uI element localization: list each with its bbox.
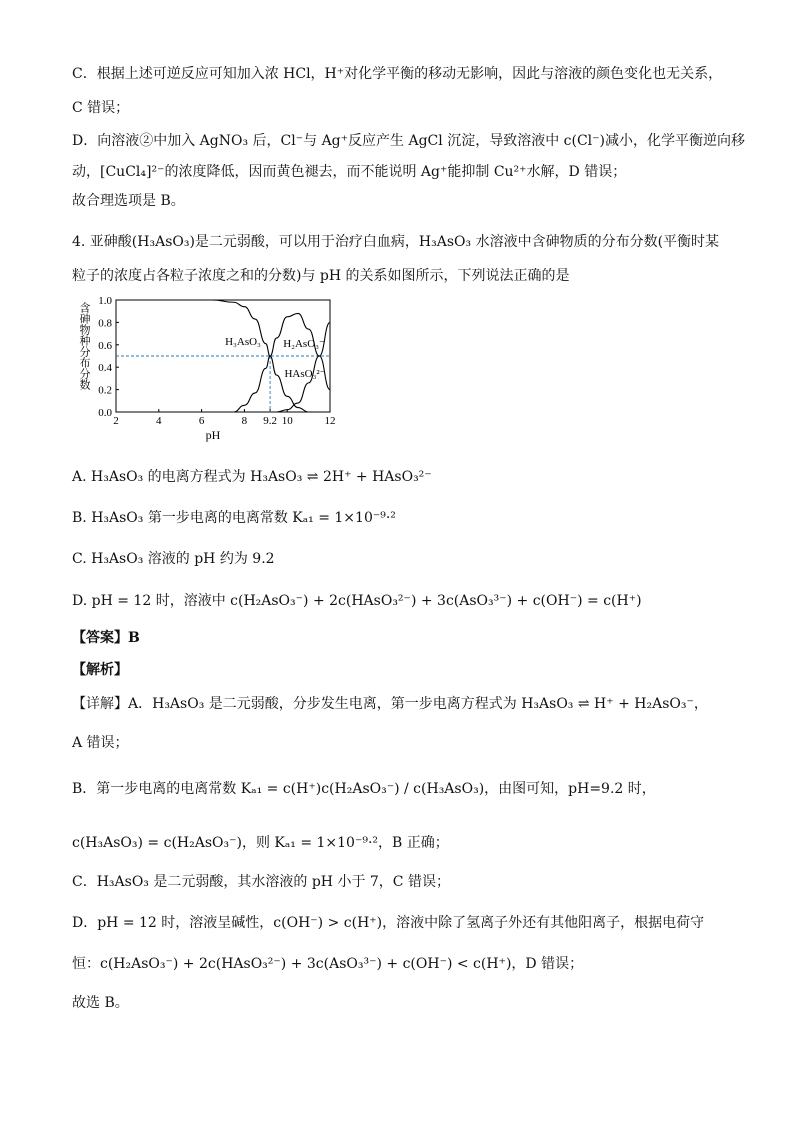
x-tick-label: 9.2 — [263, 415, 277, 427]
question-stem: 粒子的浓度占各粒子浓度之和的分数)与 pH 的关系如图所示，下列说法正确的是 — [72, 268, 570, 284]
x-tick-label: 6 — [198, 415, 205, 427]
y-axis-label: 含砷物种分布分数 — [78, 302, 90, 390]
explanation-line: D．pH = 12 时，溶液呈碱性，c(OH⁻) > c(H⁺)，溶液中除了氢离子外还有其他阳离子，根据电荷守 — [72, 915, 705, 931]
option-a: A. H₃AsO₃ 的电离方程式为 H₃AsO₃ ⇌ 2H⁺ + HAsO₃²⁻ — [72, 469, 432, 485]
y-tick-label: 1.0 — [98, 295, 112, 307]
option-d: D. pH = 12 时，溶液中 c(H₂AsO₃⁻) + 2c(HAsO₃²⁻) + 3c(AsO₃³⁻) + c(OH⁻) = c(H⁺) — [72, 593, 642, 609]
text-line: C 错误； — [72, 100, 130, 116]
option-b: B. H₃AsO₃ 第一步电离的电离常数 Kₐ₁ = 1×10⁻⁹·² — [72, 510, 396, 526]
explanation-line: A 错误； — [72, 735, 129, 751]
question-stem: 4. 亚砷酸(H₃AsO₃)是二元弱酸，可以用于治疗白血病，H₃AsO₃ 水溶液中含砷物质的分布分数(平衡时某 — [72, 234, 720, 250]
series-label: H₃AsO₃ — [225, 336, 261, 348]
final-answer: 故选 B。 — [72, 995, 129, 1011]
x-tick-label: 8 — [241, 415, 248, 427]
text-line: D．向溶液②中加入 AgNO₃ 后，Cl⁻与 Ag⁺反应产生 AgCl 沉淀，导致溶液中 c(Cl⁻)减小，化学平衡逆向移 — [72, 133, 745, 149]
y-tick-label: 0.8 — [98, 317, 112, 330]
distribution-chart — [72, 292, 352, 450]
analysis-label: 【解析】 — [72, 662, 128, 678]
x-tick-label: 12 — [324, 415, 336, 427]
explanation-line: B．第一步电离的电离常数 Kₐ₁ = c(H⁺)c(H₂AsO₃⁻) / c(H₃AsO₃)，由图可知，pH=9.2 时， — [72, 781, 656, 797]
y-tick-label: 0.2 — [98, 384, 112, 397]
answer-label: 【答案】B — [72, 630, 140, 646]
x-tick-label: 4 — [156, 415, 162, 427]
text-line: 动，[CuCl₄]²⁻的浓度降低，因而黄色褪去，而不能说明 Ag⁺能抑制 Cu²⁺水解，D 错误； — [72, 164, 627, 180]
text-line: 故合理选项是 B。 — [72, 193, 185, 209]
explanation-line: 【详解】A．H₃AsO₃ 是二元弱酸，分步发生电离，第一步电离方程式为 H₃AsO₃ ⇌ H⁺ + H₂AsO₃⁻， — [72, 696, 708, 712]
y-tick-label: 0.0 — [98, 407, 112, 419]
y-tick-label: 0.6 — [98, 339, 112, 352]
x-axis-label: pH — [205, 428, 221, 442]
explanation-line: c(H₃AsO₃) = c(H₂AsO₃⁻)，则 Kₐ₁ = 1×10⁻⁹·²，B 正确； — [72, 835, 449, 851]
x-tick-label: 2 — [113, 415, 119, 427]
series-label: HAsO₃²⁻ — [284, 368, 326, 380]
explanation-line: C．H₃AsO₃ 是二元弱酸，其水溶液的 pH 小于 7，C 错误； — [72, 874, 450, 890]
option-c: C. H₃AsO₃ 溶液的 pH 约为 9.2 — [72, 551, 275, 567]
series-label: H₂AsO₃⁻ — [283, 338, 325, 350]
text-line: C．根据上述可逆反应可知加入浓 HCl，H⁺对化学平衡的移动无影响，因此与溶液的颜色变化也无关系， — [72, 66, 723, 82]
x-tick-label: 10 — [281, 415, 293, 427]
y-tick-label: 0.4 — [98, 362, 112, 375]
explanation-line: 恒：c(H₂AsO₃⁻) + 2c(HAsO₃²⁻) + 3c(AsO₃³⁻) + c(OH⁻) < c(H⁺)，D 错误； — [72, 956, 584, 972]
